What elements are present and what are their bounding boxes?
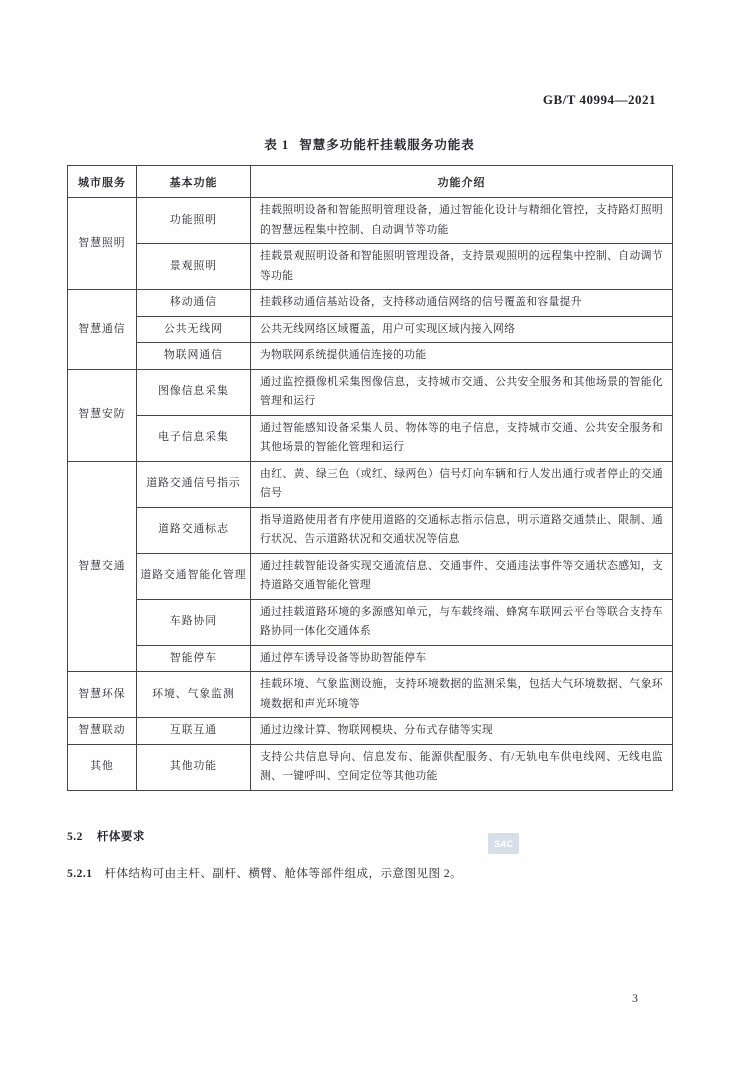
city-service-cell: 其他 [68, 744, 137, 790]
column-header-function-intro: 功能介绍 [251, 166, 673, 198]
city-service-cell: 智慧安防 [68, 369, 137, 461]
function-intro-cell: 通过监控摄像机采集图像信息，支持城市交通、公共安全服务和其他场景的智能化管理和运行 [251, 369, 673, 415]
function-intro-cell: 挂载照明设备和智能照明管理设备，通过智能化设计与精细化管控，支持路灯照明的智慧远程集中控制、自动调节等功能 [251, 198, 673, 244]
city-service-cell: 智慧照明 [68, 198, 137, 290]
column-header-city-service: 城市服务 [68, 166, 137, 198]
function-intro-cell: 公共无线网络区域覆盖，用户可实现区域内接入网络 [251, 316, 673, 343]
sac-watermark: SAC [488, 833, 519, 854]
basic-function-cell: 其他功能 [137, 744, 251, 790]
function-intro-cell: 通过挂载道路环境的多源感知单元，与车载终端、蜂窝车联网云平台等联合支持车路协同一体化交通体系 [251, 599, 673, 645]
function-intro-cell: 为物联网系统提供通信连接的功能 [251, 343, 673, 370]
table-header-row [68, 166, 673, 198]
clause-number: 5.2.1 [67, 867, 93, 880]
city-service-cell: 智慧通信 [68, 290, 137, 370]
city-service-cell: 智慧联动 [68, 718, 137, 745]
basic-function-cell: 道路交通信号指示 [137, 461, 251, 507]
function-intro-cell: 通过边缘计算、物联网模块、分布式存储等实现 [251, 718, 673, 745]
table-header [68, 166, 673, 198]
function-intro-cell: 挂载移动通信基站设备，支持移动通信网络的信号覆盖和容量提升 [251, 290, 673, 317]
table-row [68, 343, 673, 370]
service-function-table [67, 165, 673, 791]
table-row [68, 198, 673, 244]
table-row [68, 744, 673, 790]
basic-function-cell: 功能照明 [137, 198, 251, 244]
basic-function-cell: 道路交通标志 [137, 507, 251, 553]
table-title [67, 135, 672, 153]
section-number: 5.2 [67, 830, 83, 843]
section-title: 杆体要求 [96, 830, 145, 843]
clause-text: 杆体结构可由主杆、副杆、横臂、舱体等部件组成，示意图见图 2。 [104, 867, 463, 880]
basic-function-cell: 道路交通智能化管理 [137, 553, 251, 599]
page-number: 3 [632, 993, 638, 1005]
basic-function-cell: 环境、气象监测 [137, 672, 251, 718]
function-intro-cell: 指导道路使用者有序使用道路的交通标志指示信息，明示道路交通禁止、限制、通行状况、告示道路状况和交通状况等信息 [251, 507, 673, 553]
standard-number: GB/T 40994—2021 [542, 92, 656, 107]
basic-function-cell: 电子信息采集 [137, 415, 251, 461]
table-row [68, 461, 673, 507]
table-row [68, 316, 673, 343]
table-row [68, 290, 673, 317]
basic-function-cell: 智能停车 [137, 645, 251, 672]
basic-function-cell: 互联互通 [137, 718, 251, 745]
table-row [68, 718, 673, 745]
table-title-text: 智慧多功能杆挂载服务功能表 [299, 138, 475, 152]
basic-function-cell: 图像信息采集 [137, 369, 251, 415]
basic-function-cell: 移动通信 [137, 290, 251, 317]
service-table-body [68, 198, 673, 791]
function-intro-cell: 通过挂载智能设备实现交通流信息、交通事件、交通违法事件等交通状态感知，支持道路交通智能化管理 [251, 553, 673, 599]
table-row [68, 244, 673, 290]
table-row [68, 645, 673, 672]
city-service-cell: 智慧环保 [68, 672, 137, 718]
table-row [68, 415, 673, 461]
basic-function-cell: 公共无线网 [137, 316, 251, 343]
table-row [68, 507, 673, 553]
function-intro-cell: 通过停车诱导设备等协助智能停车 [251, 645, 673, 672]
basic-function-cell: 物联网通信 [137, 343, 251, 370]
function-intro-cell: 挂载环境、气象监测设施，支持环境数据的监测采集，包括大气环境数据、气象环境数据和声光环境等 [251, 672, 673, 718]
table-row [68, 599, 673, 645]
basic-function-cell: 景观照明 [137, 244, 251, 290]
function-intro-cell: 挂载景观照明设备和智能照明管理设备，支持景观照明的远程集中控制、自动调节等功能 [251, 244, 673, 290]
column-header-basic-function: 基本功能 [137, 166, 251, 198]
function-intro-cell: 支持公共信息导向、信息发布、能源供配服务、有/无轨电车供电线网、无线电监测、一键呼叫、空间定位等其他功能 [251, 744, 673, 790]
function-intro-cell: 由红、黄、绿三色（或红、绿两色）信号灯向车辆和行人发出通行或者停止的交通信号 [251, 461, 673, 507]
table-row [68, 369, 673, 415]
section-heading-5-2 [67, 828, 672, 844]
table-title-number: 表 1 [264, 138, 290, 152]
clause-5-2-1 [67, 865, 672, 881]
function-intro-cell: 通过智能感知设备采集人员、物体等的电子信息，支持城市交通、公共安全服务和其他场景的智能化管理和运行 [251, 415, 673, 461]
basic-function-cell: 车路协同 [137, 599, 251, 645]
table-row [68, 553, 673, 599]
table-row [68, 672, 673, 718]
city-service-cell: 智慧交通 [68, 461, 137, 672]
